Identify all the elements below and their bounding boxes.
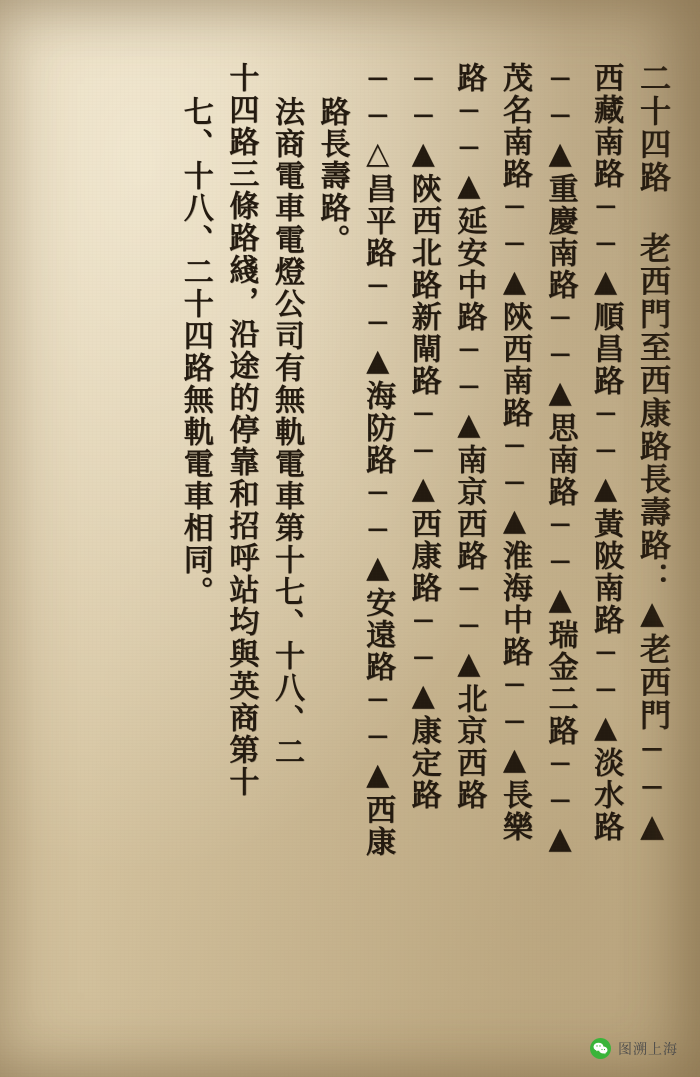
text-column-8: 路長壽路。	[314, 96, 350, 256]
text-column-11: 七、十八、二十四路無軌電車相同。	[177, 96, 213, 608]
text-column-1: 二十四路 老西門至西康路長壽路：▲老西門──▲	[634, 62, 670, 846]
wechat-account-footer[interactable]	[590, 1038, 678, 1059]
text-column-3: ──▲重慶南路──▲思南路──▲瑞金二路──▲	[542, 62, 578, 858]
wechat-icon	[590, 1038, 611, 1059]
text-column-4: 茂名南路──▲陝西南路──▲淮海中路──▲長樂	[496, 62, 532, 843]
vertical-text-block	[30, 62, 672, 962]
text-column-2: 西藏南路──▲順昌路──▲黃陂南路──▲淡水路	[588, 62, 624, 843]
text-column-5: 路──▲延安中路──▲南京西路──▲北京西路	[451, 62, 487, 811]
text-column-10: 十四路三條路綫，沿途的停靠和招呼站均與英商第十	[223, 62, 259, 798]
wechat-account-name: 图溯上海	[618, 1040, 678, 1057]
text-column-6: ──▲陝西北路新閘路──▲西康路──▲康定路	[405, 62, 441, 811]
text-column-9: 法商電車電燈公司有無軌電車第十七、十八、二	[268, 96, 304, 768]
text-column-7: ──△昌平路──▲海防路──▲安遠路──▲西康	[360, 62, 396, 858]
